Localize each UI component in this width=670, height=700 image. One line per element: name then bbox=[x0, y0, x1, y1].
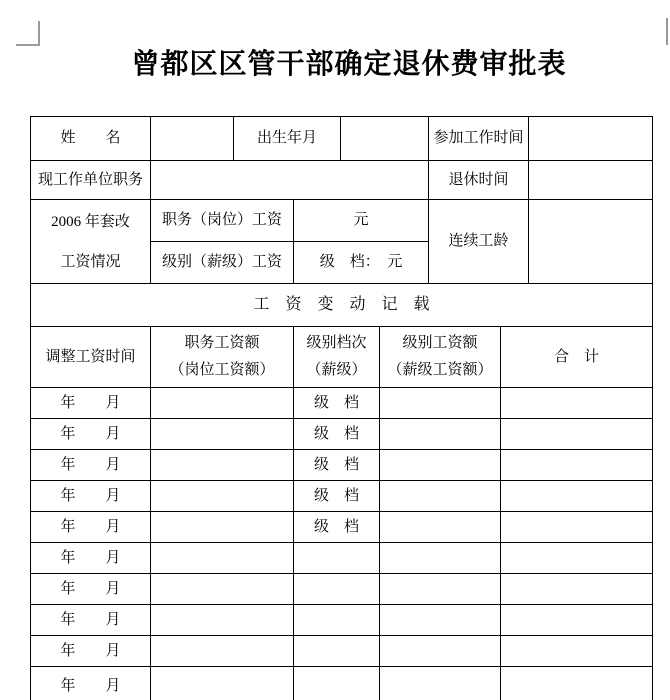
birth-date-label: 出生年月 bbox=[234, 117, 341, 161]
salary-2006-group-label bbox=[31, 200, 151, 284]
grade-amount-cell[interactable] bbox=[380, 543, 501, 574]
grade-level-cell[interactable] bbox=[294, 605, 380, 636]
retire-time-input-cell[interactable] bbox=[529, 161, 653, 200]
total-cell[interactable] bbox=[501, 667, 653, 700]
salary-change-section-title: 工 资 变 动 记 载 bbox=[31, 284, 653, 327]
post-amount-cell[interactable] bbox=[151, 419, 294, 450]
grade-level-cell[interactable] bbox=[294, 574, 380, 605]
grade-amount-cell[interactable] bbox=[380, 388, 501, 419]
continuous-service-input-cell[interactable] bbox=[529, 200, 653, 284]
total-cell[interactable] bbox=[501, 512, 653, 543]
grade-amount-cell[interactable] bbox=[380, 481, 501, 512]
salary-change-row bbox=[31, 667, 653, 700]
salary-change-row bbox=[31, 605, 653, 636]
post-amount-cell[interactable] bbox=[151, 388, 294, 419]
adjust-time-cell[interactable]: 年 月 bbox=[31, 667, 151, 700]
post-amount-cell[interactable] bbox=[151, 636, 294, 667]
post-amount-cell[interactable] bbox=[151, 605, 294, 636]
salary-2006-group-line2: 工资情况 bbox=[60, 253, 121, 270]
post-salary-value-cell[interactable]: 元 bbox=[294, 200, 429, 242]
adjust-time-cell[interactable]: 年 月 bbox=[31, 419, 151, 450]
post-amount-header bbox=[151, 327, 294, 388]
adjust-time-cell[interactable]: 年 月 bbox=[31, 481, 151, 512]
grade-level-header-line1: 级别档次 bbox=[306, 335, 367, 351]
page-title: 曾都区区管干部确定退休费审批表 bbox=[131, 49, 567, 80]
salary-change-row bbox=[31, 574, 653, 605]
grade-level-cell[interactable] bbox=[294, 543, 380, 574]
adjust-time-header: 调整工资时间 bbox=[31, 327, 151, 388]
adjust-time-cell[interactable]: 年 月 bbox=[31, 450, 151, 481]
grade-amount-cell[interactable] bbox=[380, 512, 501, 543]
adjust-time-cell[interactable]: 年 月 bbox=[31, 388, 151, 419]
adjust-time-cell[interactable]: 年 月 bbox=[31, 605, 151, 636]
adjust-time-cell[interactable]: 年 月 bbox=[31, 512, 151, 543]
retirement-approval-form-table bbox=[30, 116, 653, 700]
retire-time-label: 退休时间 bbox=[429, 161, 529, 200]
current-unit-post-label: 现工作单位职务 bbox=[31, 161, 151, 200]
salary-change-row bbox=[31, 512, 653, 543]
grade-level-cell[interactable]: 级 档 bbox=[294, 419, 380, 450]
grade-level-cell[interactable]: 级 档 bbox=[294, 481, 380, 512]
crop-mark-top-right-vertical bbox=[666, 18, 668, 45]
salary-2006-group-line1: 2006 年套改 bbox=[51, 213, 130, 230]
table-row bbox=[31, 161, 653, 200]
continuous-service-label: 连续工龄 bbox=[429, 200, 529, 284]
post-amount-cell[interactable] bbox=[151, 574, 294, 605]
grade-amount-cell[interactable] bbox=[380, 636, 501, 667]
adjust-time-cell[interactable]: 年 月 bbox=[31, 574, 151, 605]
total-cell[interactable] bbox=[501, 388, 653, 419]
current-unit-post-input-cell[interactable] bbox=[151, 161, 429, 200]
post-amount-cell[interactable] bbox=[151, 481, 294, 512]
birth-date-input-cell[interactable] bbox=[341, 117, 429, 161]
post-amount-cell[interactable] bbox=[151, 450, 294, 481]
grade-salary-label: 级别（薪级）工资 bbox=[151, 242, 294, 284]
total-cell[interactable] bbox=[501, 574, 653, 605]
grade-salary-value-cell[interactable]: 级 档： 元 bbox=[294, 242, 429, 284]
adjust-time-cell[interactable]: 年 月 bbox=[31, 543, 151, 574]
salary-change-row bbox=[31, 543, 653, 574]
salary-change-row bbox=[31, 481, 653, 512]
grade-amount-cell[interactable] bbox=[380, 419, 501, 450]
salary-change-row bbox=[31, 419, 653, 450]
grade-level-cell[interactable]: 级 档 bbox=[294, 388, 380, 419]
grade-amount-header bbox=[380, 327, 501, 388]
salary-change-row bbox=[31, 388, 653, 419]
table-row bbox=[31, 117, 653, 161]
grade-level-cell[interactable] bbox=[294, 667, 380, 700]
post-salary-label: 职务（岗位）工资 bbox=[151, 200, 294, 242]
post-amount-header-line1: 职务工资额 bbox=[184, 335, 260, 351]
post-amount-cell[interactable] bbox=[151, 512, 294, 543]
adjust-time-cell[interactable]: 年 月 bbox=[31, 636, 151, 667]
total-cell[interactable] bbox=[501, 481, 653, 512]
grade-amount-cell[interactable] bbox=[380, 574, 501, 605]
total-header: 合 计 bbox=[501, 327, 653, 388]
salary-change-header-row bbox=[31, 327, 653, 388]
total-cell[interactable] bbox=[501, 605, 653, 636]
join-work-time-label: 参加工作时间 bbox=[429, 117, 529, 161]
grade-level-header bbox=[294, 327, 380, 388]
total-cell[interactable] bbox=[501, 419, 653, 450]
grade-amount-cell[interactable] bbox=[380, 667, 501, 700]
join-work-time-input-cell[interactable] bbox=[529, 117, 653, 161]
name-input-cell[interactable] bbox=[151, 117, 234, 161]
salary-change-row bbox=[31, 450, 653, 481]
grade-level-cell[interactable]: 级 档 bbox=[294, 450, 380, 481]
total-cell[interactable] bbox=[501, 543, 653, 574]
total-cell[interactable] bbox=[501, 450, 653, 481]
grade-level-cell[interactable]: 级 档 bbox=[294, 512, 380, 543]
grade-amount-header-line1: 级别工资额 bbox=[402, 335, 478, 351]
grade-level-cell[interactable] bbox=[294, 636, 380, 667]
post-amount-cell[interactable] bbox=[151, 543, 294, 574]
grade-amount-cell[interactable] bbox=[380, 605, 501, 636]
grade-level-header-line2: （薪级） bbox=[306, 362, 367, 378]
total-cell[interactable] bbox=[501, 636, 653, 667]
post-amount-cell[interactable] bbox=[151, 667, 294, 700]
post-amount-header-line2: （岗位工资额） bbox=[169, 362, 275, 378]
name-label: 姓 名 bbox=[31, 117, 151, 161]
salary-change-row bbox=[31, 636, 653, 667]
grade-amount-header-line2: （薪级工资额） bbox=[387, 362, 493, 378]
table-row bbox=[31, 284, 653, 327]
grade-amount-cell[interactable] bbox=[380, 450, 501, 481]
table-row bbox=[31, 200, 653, 242]
